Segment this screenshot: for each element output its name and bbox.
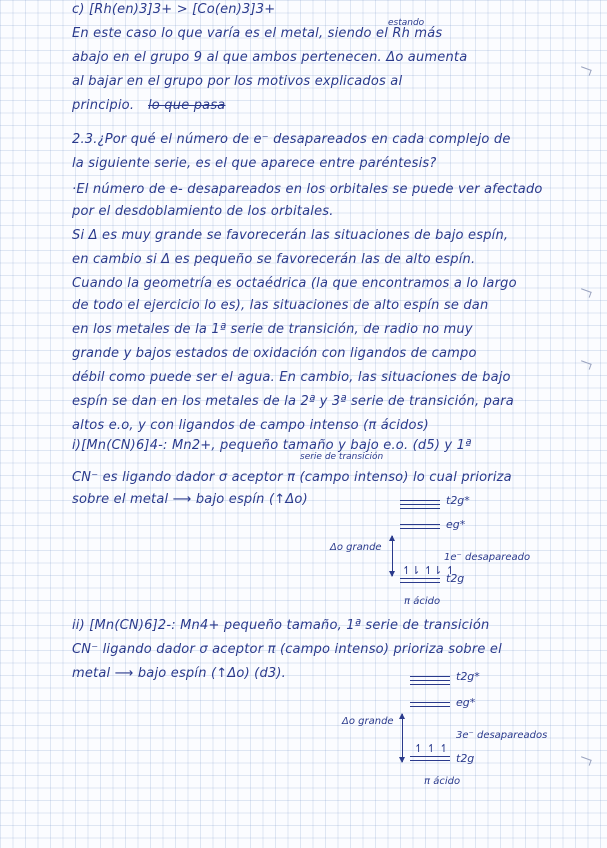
page-tick — [579, 288, 591, 297]
page-tick — [579, 360, 591, 369]
struck-text: lo que pasa — [148, 98, 226, 113]
delta-arrow — [392, 536, 393, 576]
item-heading: ii) [Mn(CN)6]2-: Mn4+ pequeño tamaño, 1ª serie de transición — [72, 618, 490, 633]
pi-label: π ácido — [424, 776, 461, 787]
t2g-label: t2g — [446, 572, 465, 585]
electron-spins: ↿ ↿ ↿ — [414, 742, 449, 755]
text-line: de todo el ejercicio lo es), las situaciones de alto espín se dan — [72, 298, 489, 313]
page-tick — [579, 66, 591, 75]
delta-arrow — [402, 714, 403, 762]
text-line: en los metales de la 1ª serie de transición, de radio no muy — [72, 322, 473, 337]
pi-label: π ácido — [404, 596, 441, 607]
page-tick — [579, 756, 591, 765]
text-line: la siguiente serie, es el que aparece entre paréntesis? — [72, 156, 437, 171]
text-line: CN⁻ es ligando dador σ aceptor π (campo intenso) lo cual prioriza — [72, 470, 512, 485]
delta-label: Δo grande — [330, 542, 382, 553]
t2g-label: t2g — [456, 752, 475, 765]
text-line: metal ⟶ bajo espín (↑Δo) (d3). — [72, 666, 286, 681]
text-line: sobre el metal ⟶ bajo espín (↑Δo) — [72, 492, 308, 507]
eg-star-label: eg* — [446, 518, 466, 531]
text-line: espín se dan en los metales de la 2ª y 3ª serie de transición, para — [72, 394, 514, 409]
text-line: Cuando la geometría es octaédrica (la que encontramos a lo largo — [72, 276, 517, 291]
text-line: Si Δ es muy grande se favorecerán las situaciones de bajo espín, — [72, 228, 509, 243]
eg-star-label: eg* — [456, 696, 476, 709]
unpaired-label: 1e⁻ desapareado — [444, 552, 531, 563]
question-heading: 2.3.¿Por qué el número de e⁻ desapareados en cada complejo de — [72, 132, 511, 147]
delta-label: Δo grande — [342, 716, 394, 727]
unpaired-label: 3e⁻ desapareados — [456, 730, 548, 741]
text-line: débil como puede ser el agua. En cambio, las situaciones de bajo — [72, 370, 511, 385]
t2g-star-label: t2g* — [456, 670, 480, 683]
text-line: c) [Rh(en)3]3+ > [Co(en)3]3+ — [72, 2, 276, 17]
electron-spins: ↿⇂ ↿⇂ ↿ — [402, 564, 456, 577]
item-heading: i)[Mn(CN)6]4-: Mn2+, pequeño tamaño y bajo e.o. (d5) y 1ª — [72, 438, 472, 453]
text-line: abajo en el grupo 9 al que ambos pertenecen. Δo aumenta — [72, 50, 468, 65]
correction-note: estando — [388, 18, 425, 28]
text-line: ·El número de e- desapareados en los orbitales se puede ver afectado — [72, 182, 543, 197]
text-line: CN⁻ ligando dador σ aceptor π (campo intenso) prioriza sobre el — [72, 642, 502, 657]
text-line: principio. — [72, 98, 135, 113]
correction-note: serie de transición — [300, 452, 384, 462]
text-line: al bajar en el grupo por los motivos explicados al — [72, 74, 403, 89]
text-line: en cambio si Δ es pequeño se favorecerán las de alto espín. — [72, 252, 476, 267]
text-line: grande y bajos estados de oxidación con ligandos de campo — [72, 346, 477, 361]
t2g-star-label: t2g* — [446, 494, 470, 507]
text-line: altos e.o, y con ligandos de campo intenso (π ácidos) — [72, 418, 429, 433]
text-line: En este caso lo que varía es el metal, siendo el Rh más — [72, 26, 443, 41]
text-line: por el desdoblamiento de los orbitales. — [72, 204, 334, 219]
